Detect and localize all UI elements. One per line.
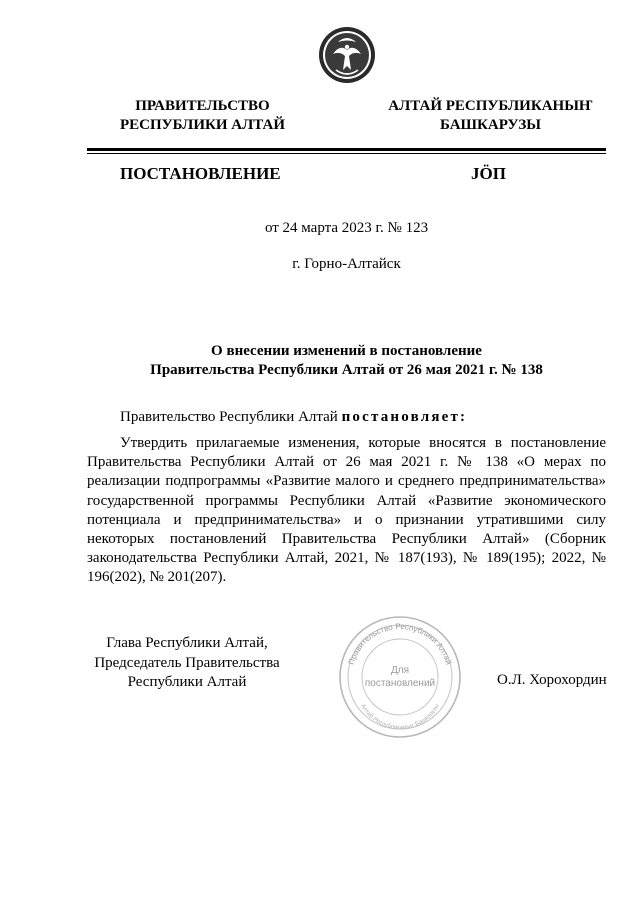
header-right xyxy=(378,97,603,135)
doc-date-number: от 24 марта 2023 г. № 123 xyxy=(264,220,429,236)
header-divider-thin xyxy=(87,153,606,154)
signatory-title-line3: Республики Алтай xyxy=(127,674,247,690)
body-paragraph: Утвердить прилагаемые изменения, которые вносятся в постановление Правительства Республики Алтай от 26 мая 2021 г. № 138 «О мерах по реализации подпрограммы «Развитие малого и среднего предпринимательства» государственной программы Республики Алтай «Развитие экономического потенциала и предпринимательства» и о признании утратившими силу некоторых постановлений Правительства Республики Алтай» (Сборник законодательства Республики Алтай, 2021, № 187(193), № 189(195); 2022, № 196(202), № 201(207). xyxy=(87,435,606,586)
doc-title xyxy=(87,342,606,380)
decree-line xyxy=(120,409,467,426)
doc-city: г. Горно-Алтайск xyxy=(292,256,401,272)
header-divider-thick xyxy=(87,148,606,151)
signatory-title-line1: Глава Республики Алтай, xyxy=(106,635,268,651)
stamp-center-line2: постановлений xyxy=(364,678,436,689)
header-right-line2: БАШКАРУЗЫ xyxy=(440,117,541,133)
header-left-line2: РЕСПУБЛИКИ АЛТАЙ xyxy=(119,117,286,133)
signatory-title xyxy=(87,634,287,693)
doc-type-ru: ПОСТАНОВЛЕНИЕ xyxy=(120,164,281,183)
doc-type-alt: JӦП xyxy=(471,164,506,183)
signatory-name: О.Л. Хорохордин xyxy=(497,672,607,688)
stamp-center-line1: Для xyxy=(390,665,410,676)
doc-title-line1: О внесении изменений в постановление xyxy=(211,343,482,359)
doc-title-line2: Правительства Республики Алтай от 26 мая 2021 г. № 138 xyxy=(150,362,543,378)
stamp-ring-text-bottom: Алтай Республиканыҥ Башкарузы xyxy=(359,703,441,732)
header-left-line1: ПРАВИТЕЛЬСТВО xyxy=(135,98,270,114)
signatory-title-line2: Председатель Правительства xyxy=(94,654,280,671)
decree-prefix: Правительство Республики Алтай xyxy=(120,409,342,425)
coat-of-arms-emblem xyxy=(318,26,376,84)
decree-verb: постановляет: xyxy=(341,409,468,425)
svg-text:Правительство Республики Алтай xyxy=(347,622,454,666)
svg-text:Алтай Республиканыҥ Башкарузы xyxy=(359,703,441,731)
stamp-ring-text: Правительство Республики Алтай xyxy=(346,621,454,666)
header-left xyxy=(100,97,305,135)
header-right-line1: АЛТАЙ РЕСПУБЛИКАНЫҤ xyxy=(388,98,593,114)
official-stamp xyxy=(338,615,462,739)
